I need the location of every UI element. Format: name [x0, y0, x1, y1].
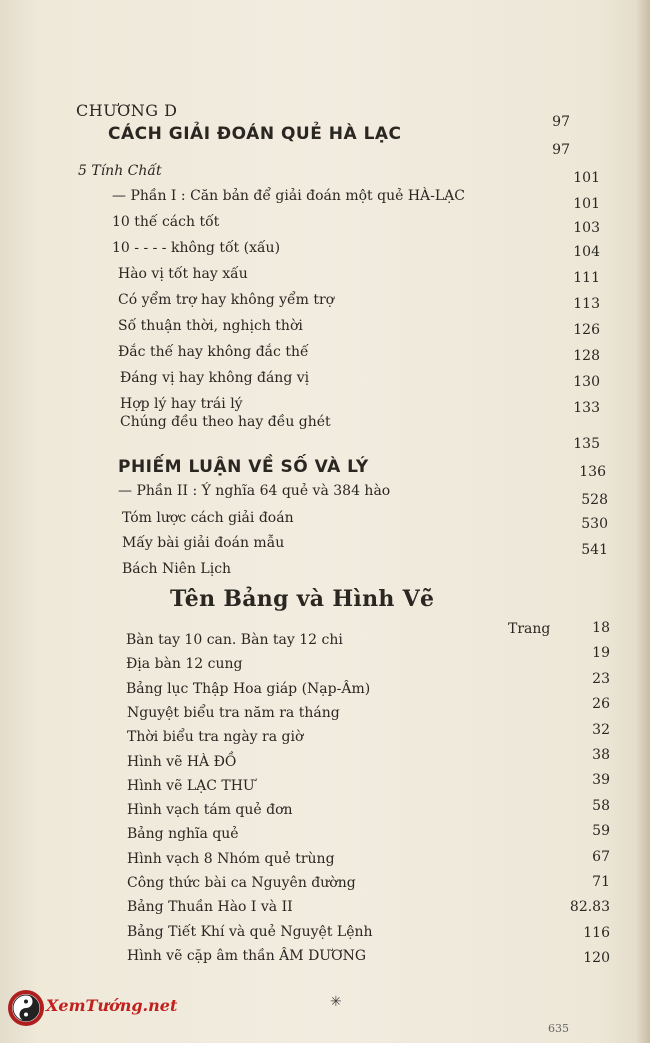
figure-item: Hình vẽ cặp âm thần ÂM DƯƠNG [127, 948, 367, 964]
figure-page: 120 [583, 950, 610, 966]
figure-item: Bảng Thuần Hào I và II [127, 899, 293, 915]
figure-page: 82.83 [569, 899, 610, 915]
figure-page: 71 [592, 874, 610, 890]
toc-page: 111 [573, 270, 600, 286]
toc2-page: 541 [581, 542, 608, 558]
figure-item: Công thức bài ca Nguyên đường [127, 875, 356, 891]
toc-page: 97 [552, 142, 570, 158]
toc-page: 97 [552, 114, 570, 130]
toc-item: Đáng vị hay không đáng vị [120, 370, 310, 386]
figure-item: Bàn tay 10 can. Bàn tay 12 chi [126, 632, 343, 648]
folio: 635 [548, 1022, 569, 1035]
chapter-title: CÁCH GIẢI ĐOÁN QUẺ HÀ LẠC [108, 124, 402, 144]
toc-page: 101 [573, 170, 600, 186]
figure-page: 32 [592, 722, 610, 738]
toc-item: 5 Tính Chất [78, 163, 162, 179]
toc2-item: — Phần II : Ý nghĩa 64 quẻ và 384 hào [118, 483, 391, 499]
figures-title: Tên Bảng và Hình Vẽ [170, 586, 435, 612]
figures-trang-label: Trang [508, 621, 551, 637]
toc-item: Số thuận thời, nghịch thời [118, 318, 303, 334]
figure-page: 38 [592, 747, 610, 763]
toc-page: 103 [573, 220, 600, 236]
figure-item: Hình vẽ HÀ ĐỒ [127, 754, 237, 770]
toc-item: Có yểm trợ hay không yểm trợ [118, 292, 335, 308]
section2-title: PHIẾM LUẬN VỀ SỐ VÀ LÝ [118, 457, 369, 477]
page-edge-shadow [636, 0, 650, 1043]
yin-yang-icon[interactable] [8, 990, 44, 1026]
toc-item: 10 thế cách tốt [112, 214, 220, 230]
toc-page: 101 [573, 196, 600, 212]
figure-item: Hình vẽ LẠC THƯ [127, 778, 255, 794]
chapter-label: CHƯƠNG D [76, 101, 178, 120]
toc-item: Hào vị tốt hay xấu [118, 266, 248, 282]
toc-item: Đắc thế hay không đắc thế [118, 344, 309, 360]
section2-page: 136 [579, 464, 606, 480]
figure-item: Hình vạch 8 Nhóm quẻ trùng [127, 851, 335, 867]
figure-page: 39 [592, 772, 610, 788]
toc2-page: 530 [581, 516, 608, 532]
toc-page: 104 [573, 244, 600, 260]
figure-page: 18 [592, 620, 610, 636]
ornament: ✳ [330, 994, 342, 1010]
toc2-item: Mấy bài giải đoán mẫu [122, 535, 285, 551]
toc-item: — Phần I : Căn bản để giải đoán một quẻ HÀ-LẠC [112, 188, 465, 204]
figure-page: 23 [592, 671, 610, 687]
figure-item: Bảng Tiết Khí và quẻ Nguyệt Lệnh [127, 924, 373, 940]
figure-page: 26 [592, 696, 610, 712]
figure-item: Nguyệt biểu tra năm ra tháng [127, 705, 340, 721]
toc-page: 128 [573, 348, 600, 364]
toc-item: Chúng đều theo hay đều ghét [120, 414, 331, 430]
figure-page: 19 [592, 645, 610, 661]
toc2-item: Tóm lược cách giải đoán [122, 510, 294, 526]
toc2-page: 528 [581, 492, 608, 508]
figure-page: 59 [592, 823, 610, 839]
figure-page: 58 [592, 798, 610, 814]
figure-item: Bảng lục Thập Hoa giáp (Nạp-Âm) [126, 681, 371, 697]
toc-page: 133 [573, 400, 600, 416]
figure-item: Hình vạch tám quẻ đơn [127, 802, 293, 818]
figure-item: Địa bàn 12 cung [126, 656, 243, 672]
figure-page: 116 [583, 925, 610, 941]
figure-item: Bảng nghĩa quẻ [127, 826, 239, 842]
toc-page: 135 [573, 436, 600, 452]
toc-page: 126 [573, 322, 600, 338]
toc2-item: Bách Niên Lịch [122, 561, 232, 577]
toc-item: Hợp lý hay trái lý [120, 396, 243, 412]
toc-page: 130 [573, 374, 600, 390]
figure-item: Thời biểu tra ngày ra giờ [127, 729, 304, 745]
toc-page: 113 [573, 296, 600, 312]
toc-item: 10 - - - - không tốt (xấu) [112, 240, 281, 256]
watermark-link[interactable]: XemTướng.net [46, 996, 178, 1015]
figure-page: 67 [592, 849, 610, 865]
